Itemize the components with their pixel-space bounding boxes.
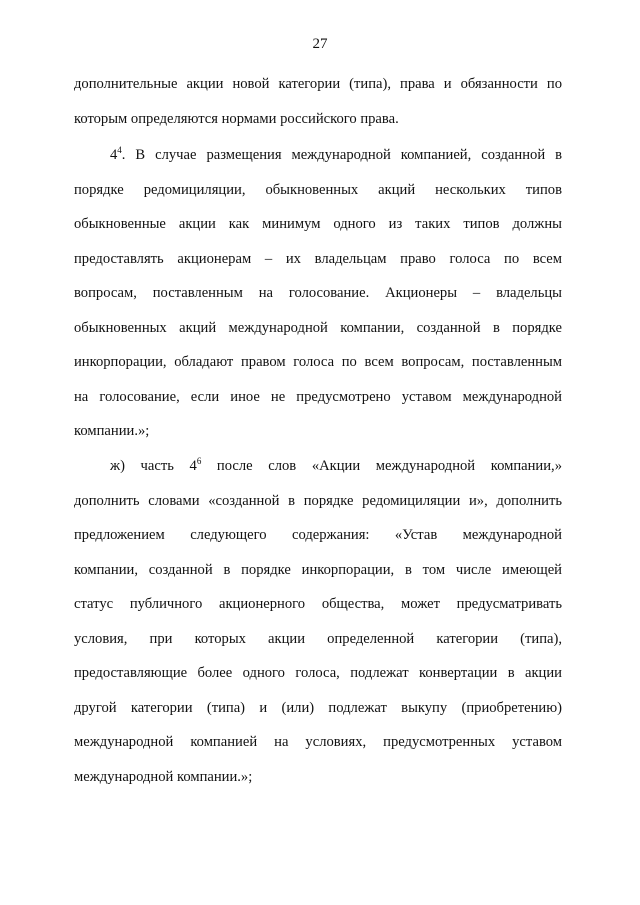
paragraph-2 [74, 145, 562, 456]
text-line: международной компанией на условиях, предусмотренных уставом [74, 734, 562, 750]
text-line: другой категории (типа) и (или) подлежат выкупу (приобретению) [74, 699, 562, 716]
text-line: условия, при которых акции определенной категории (типа), [74, 630, 562, 647]
text-line [74, 456, 562, 491]
text-fragment: ж) часть 4 [110, 458, 197, 474]
text-line: дополнительные акции новой категории (типа), права и обязанности по [74, 76, 562, 92]
text-line: компании, созданной в порядке инкорпорации, в том числе имеющей [74, 561, 562, 578]
text-line: которым определяются нормами российского права. [74, 110, 399, 127]
item-superscript: 4 [117, 145, 122, 156]
text-line: обыкновенных акций международной компании, созданной в порядке [74, 319, 562, 336]
text-line: обыкновенные акции как минимум одного из таких типов должны [74, 216, 562, 232]
text-fragment: . В случае размещения международной компанией, созданной в [121, 147, 562, 163]
paragraph-3 [74, 456, 562, 801]
text-line: на голосование, если иное не предусмотрено уставом международной [74, 388, 562, 405]
text-line: предложением следующего содержания: «Устав международной [74, 527, 562, 543]
text-line [74, 145, 562, 180]
text-line: инкорпорации, обладают правом голоса по всем вопросам, поставленным [74, 354, 562, 370]
text-line: вопросам, поставленным на голосование. Акционеры – владельцы [74, 285, 562, 301]
text-line: предоставляющие более одного голоса, подлежат конвертации в акции [74, 665, 562, 681]
text-fragment: после слов «Акции международной компании,» [201, 458, 562, 474]
text-line: порядке редомициляции, обыкновенных акций нескольких типов [74, 181, 562, 198]
item-number: 4 [110, 147, 118, 163]
text-line: статус публичного акционерного общества, может предусматривать [74, 596, 562, 612]
paragraph-1 [74, 74, 562, 143]
page-number: 27 [312, 36, 328, 52]
part-superscript: 6 [196, 456, 202, 467]
text-line: дополнить словами «созданной в порядке редомициляции и», дополнить [74, 492, 562, 509]
text-line: предоставлять акционерам – их владельцам право голоса по всем [74, 250, 562, 267]
text-line: международной компании.»; [74, 768, 253, 785]
text-line: компании.»; [74, 423, 150, 439]
